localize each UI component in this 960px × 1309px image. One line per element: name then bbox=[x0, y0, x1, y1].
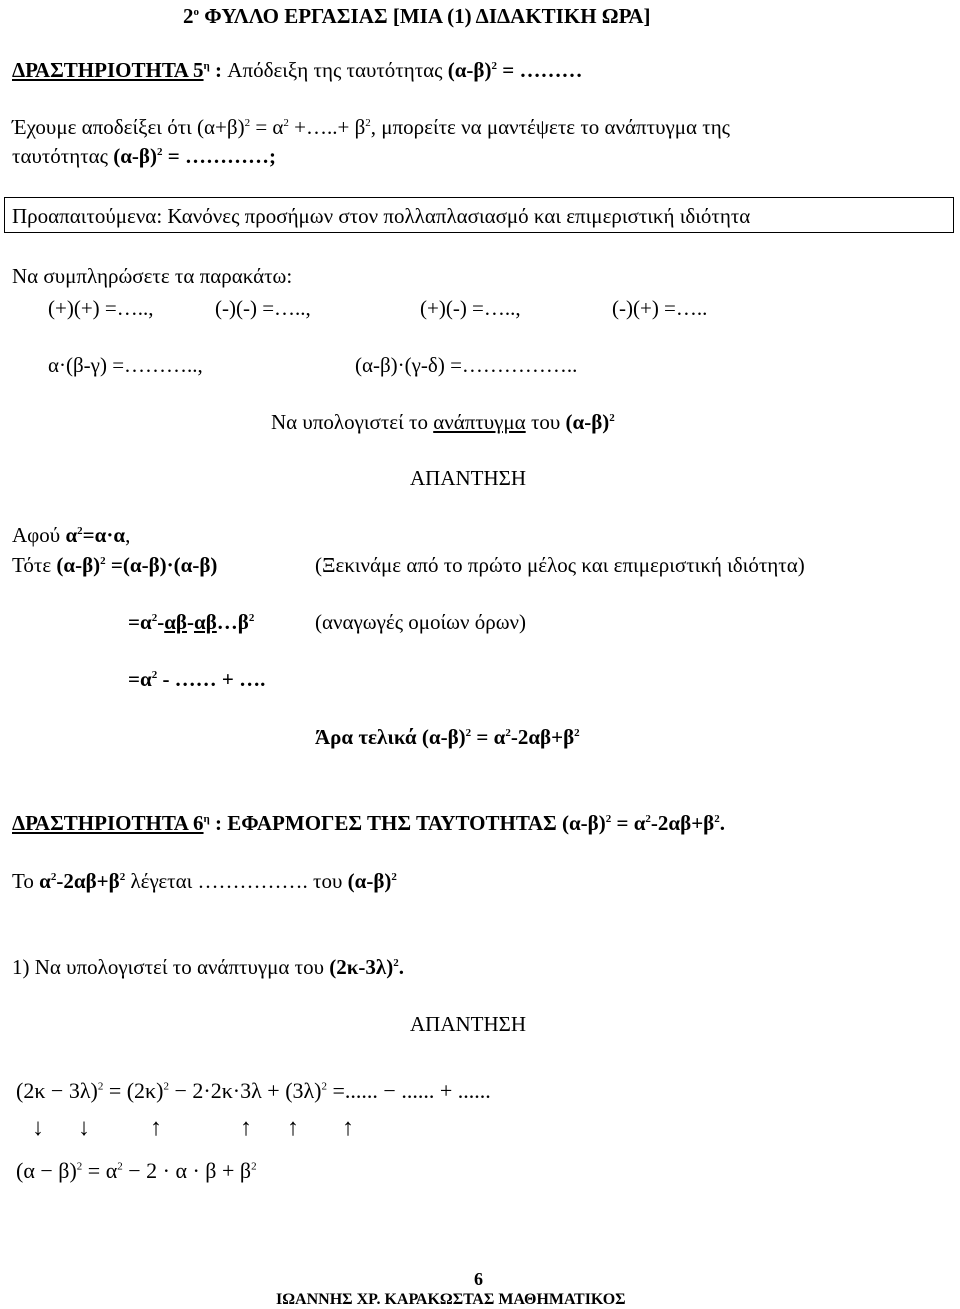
activity-5-heading: ΔΡΑΣΤΗΡΙΟΤΗΤΑ $5^\eta$ : Απόδειξη της ταυτότητας $(\alpha-\beta)^2$ = ……… bbox=[12, 58, 583, 82]
proof-step-2: $=\alpha^2$ - …… + …. bbox=[128, 667, 266, 691]
activity-6-heading: ΔΡΑΣΤΗΡΙΟΤΗΤΑ $6^\eta$ : ΕΦΑΡΜΟΓΕΣ ΤΗΣ ΤΑΥΤΟΤΗΤΑΣ $(\alpha-\beta)^2 = \alpha^2-2\alpha\beta+\beta^2$. bbox=[12, 811, 725, 835]
complete-instruction: Να συμπληρώσετε τα παρακάτω: bbox=[12, 264, 293, 288]
down-arrow-icon: ↓ bbox=[78, 1115, 90, 1141]
intro-line-2: ταυτότητας $(\alpha-\beta)^2$ = …………; bbox=[12, 144, 276, 168]
proof-step-1-note: (αναγωγές ομοίων όρων) bbox=[315, 610, 527, 634]
proof-step-1: $=\alpha^2-\alpha\beta-\alpha\beta\dots\beta^2$ bbox=[128, 610, 255, 634]
proof-since: Αφού $\alpha^2=\alpha\cdot\alpha$, bbox=[12, 523, 131, 547]
distributive-2: (α-β)·(γ-δ) =…………….. bbox=[355, 353, 578, 377]
expansion-equation: $(2\kappa - 3\lambda)^2 = (2\kappa)^2 - 2\cdot 2\kappa\cdot 3\lambda + (3\lambda)^2$ =...... − ...... + ...... bbox=[16, 1078, 491, 1103]
exercise-1: 1) Να υπολογιστεί το ανάπτυγμα του $(2\kappa-3\lambda)^2$. bbox=[12, 955, 404, 979]
sign-rule-3: (+)(-) =….., bbox=[420, 296, 521, 320]
answer-label-2: ΑΠΑΝΤΗΣΗ bbox=[410, 1012, 527, 1036]
answer-label: ΑΠΑΝΤΗΣΗ bbox=[410, 466, 527, 490]
up-arrow-icon: ↑ bbox=[287, 1115, 299, 1141]
up-arrow-icon: ↑ bbox=[342, 1115, 354, 1141]
prerequisites-text: Προαπαιτούμενα: Κανόνες προσήμων στον πολλαπλασιασμό και επιμεριστική ιδιότητα bbox=[12, 204, 751, 228]
up-arrow-icon: ↑ bbox=[240, 1115, 252, 1141]
sign-rule-4: (-)(+) =….. bbox=[612, 296, 708, 320]
sign-rule-2: (-)(-) =….., bbox=[215, 296, 311, 320]
footer-author: ΙΩΑΝΝΗΣ ΧΡ. ΚΑΡΑΚΩΣΤΑΣ ΜΑΘΗΜΑΤΙΚΟΣ bbox=[276, 1291, 626, 1308]
compute-instruction: Να υπολογιστεί το ανάπτυγμα του $(\alpha-\beta)^2$ bbox=[271, 410, 615, 434]
sign-rule-1: (+)(+) =….., bbox=[48, 296, 154, 320]
identity-equation: $(\alpha - \beta)^2 = \alpha^2 - 2 \cdot \alpha \cdot \beta + \beta^2$ bbox=[16, 1158, 257, 1183]
proof-then-note: (Ξεκινάμε από το πρώτο μέλος και επιμεριστική ιδιότητα) bbox=[315, 553, 805, 577]
up-arrow-icon: ↑ bbox=[150, 1115, 162, 1141]
identity-name-line: Το $\alpha^2-2\alpha\beta+\beta^2$ λέγεται ……………. του $(\alpha-\beta)^2$ bbox=[12, 869, 397, 893]
intro-line-1: Έχουμε αποδείξει ότι $(\alpha+\beta)^2 = \alpha^2$ +…..+ $\beta^2$, μπορείτε να μαντέψετε το ανάπτυγμα της bbox=[12, 115, 731, 139]
proof-then: Τότε $(\alpha-\beta)^2 =(\alpha-\beta)\cdot(\alpha-\beta)$ bbox=[12, 553, 218, 577]
proof-final: Άρα τελικά $(\alpha-\beta)^2 = \alpha^2-2\alpha\beta+\beta^2$ bbox=[315, 725, 580, 749]
worksheet-title: $2^o$ ΦΥΛΛΟ ΕΡΓΑΣΙΑΣ [ΜΙΑ (1) ΔΙΔΑΚΤΙΚΗ ΩΡΑ] bbox=[183, 4, 651, 28]
distributive-1: α·(β-γ) =……….., bbox=[48, 353, 203, 377]
page-number: 6 bbox=[474, 1269, 483, 1289]
down-arrow-icon: ↓ bbox=[32, 1115, 44, 1141]
